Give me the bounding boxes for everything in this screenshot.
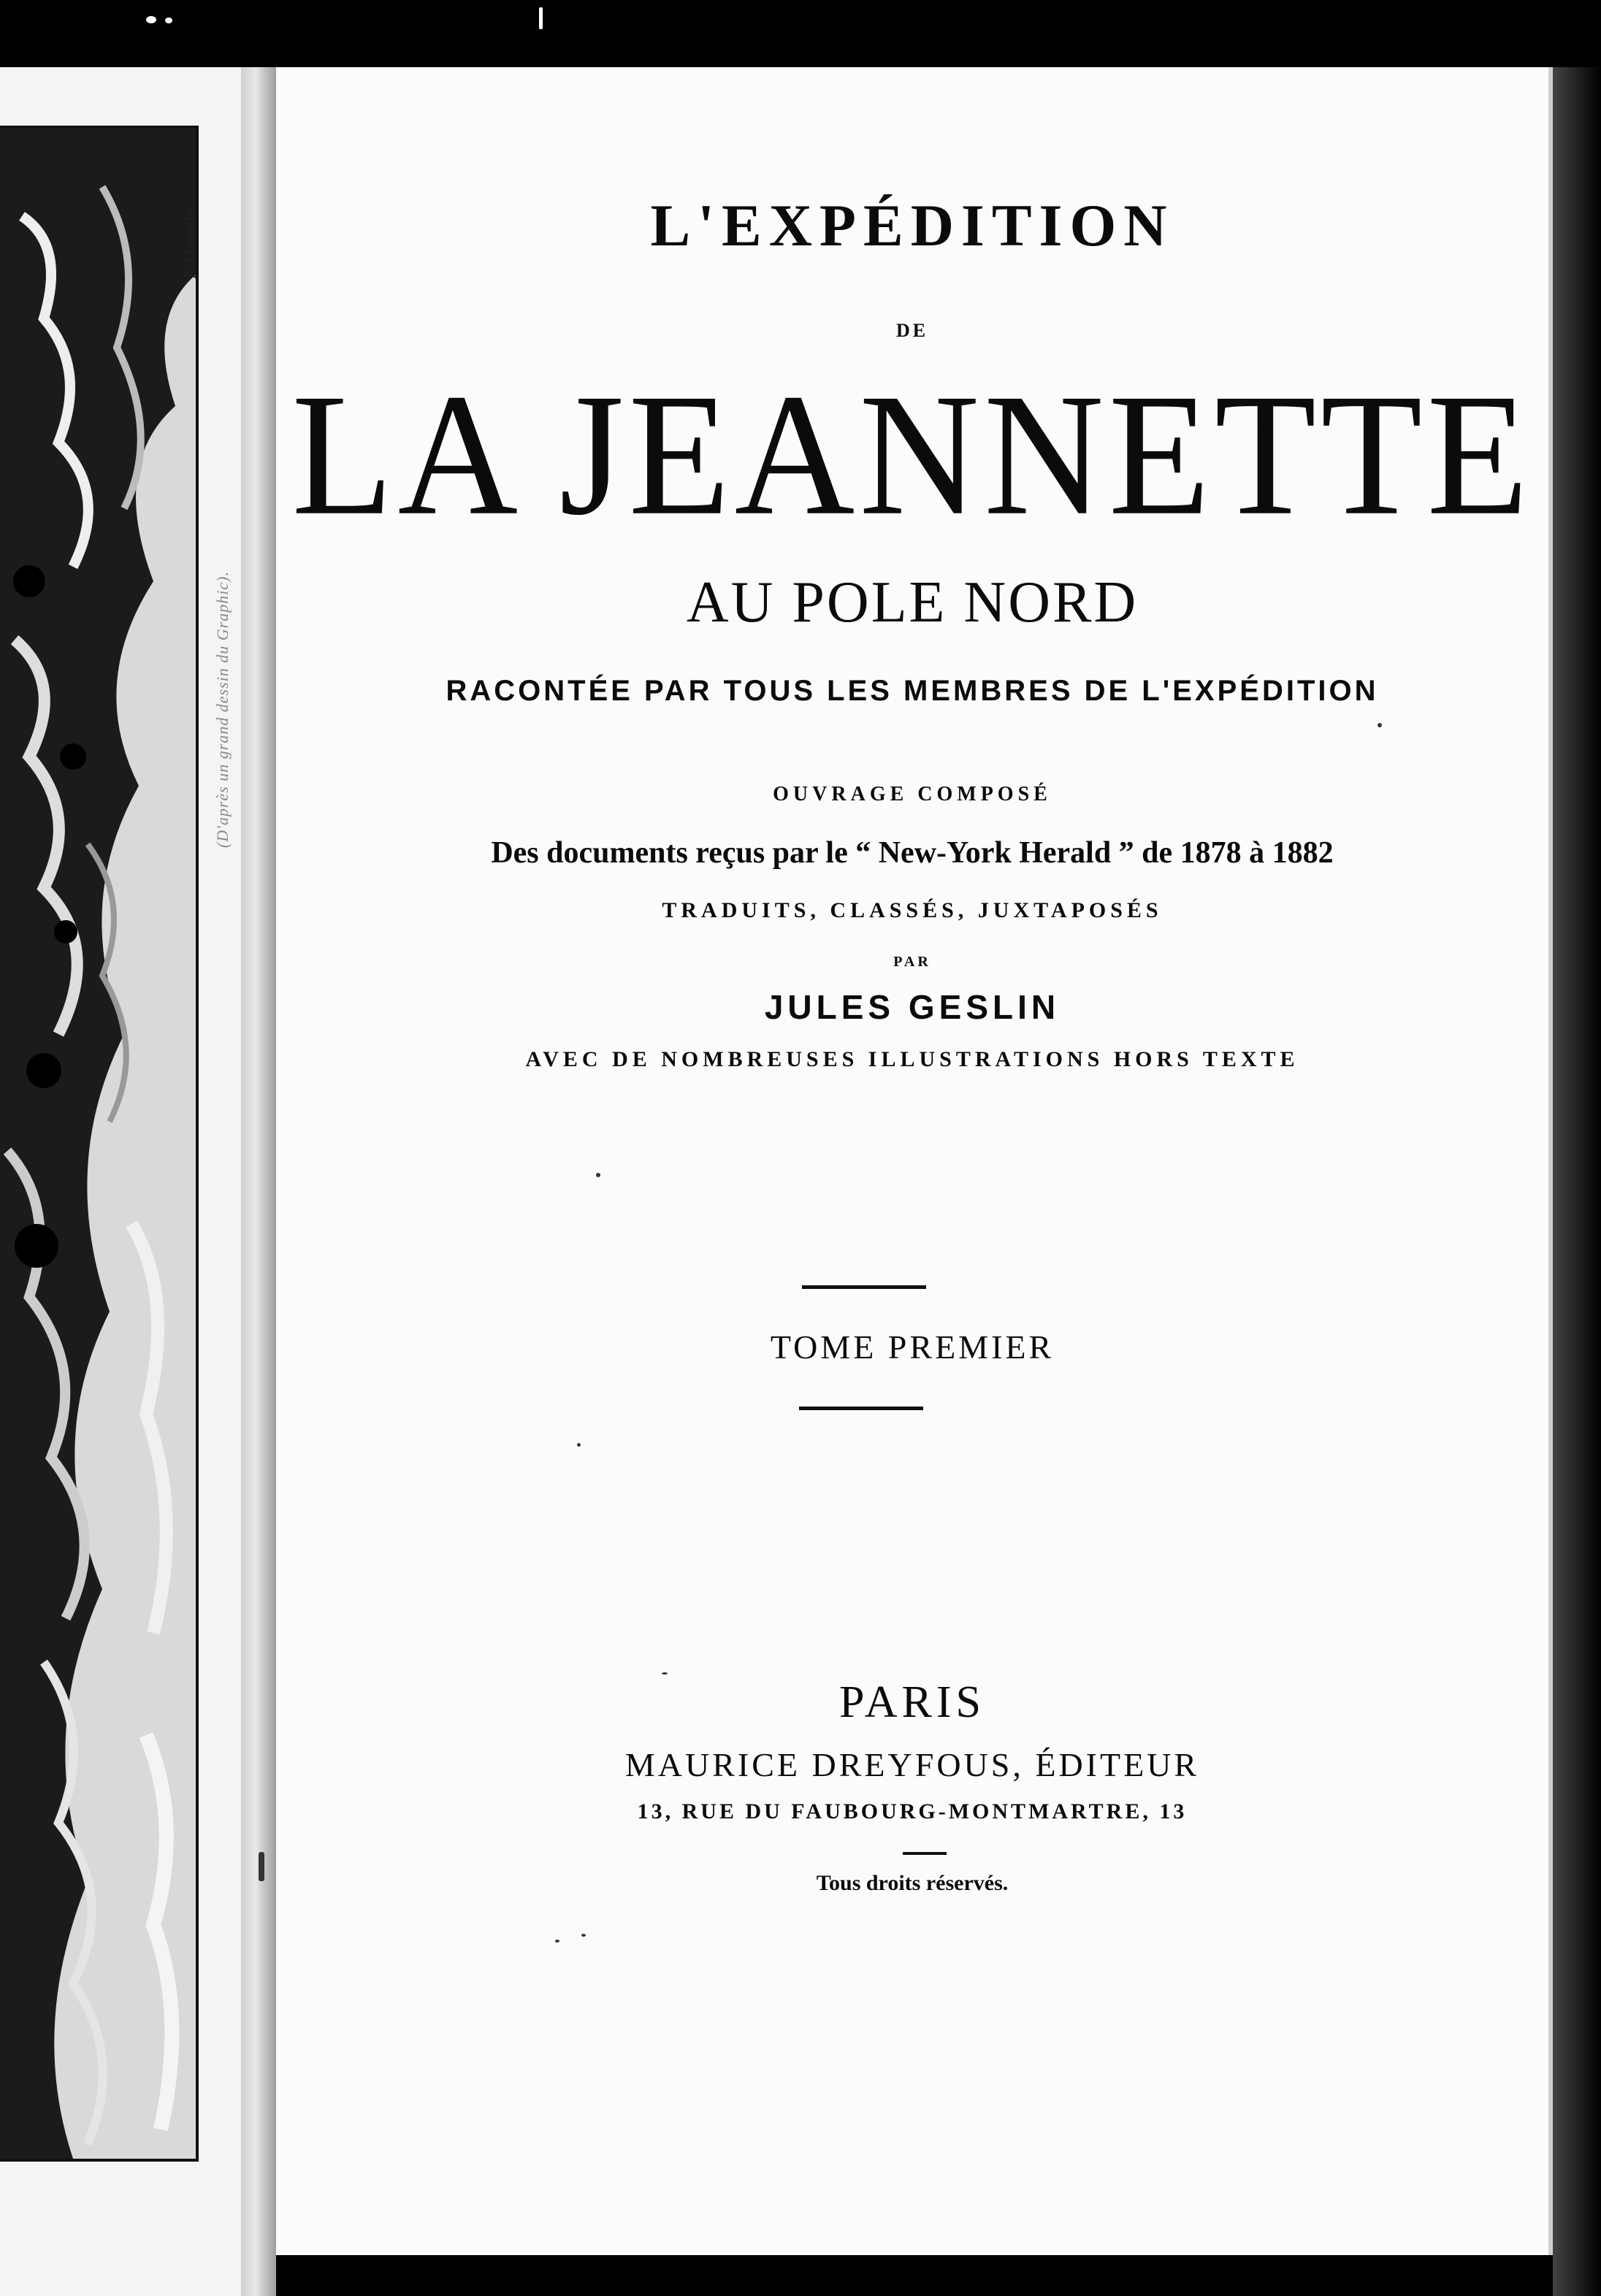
page-bottom-edge — [276, 2255, 1553, 2296]
scan-speck — [165, 18, 172, 23]
volume-label: TOME PREMIER — [770, 1328, 1055, 1366]
illustrations-line: AVEC DE NOMBREUSES ILLUSTRATIONS HORS TEXTE — [525, 1047, 1299, 1071]
scan-speck — [596, 1173, 600, 1177]
frontispiece-plate — [0, 67, 272, 2296]
scan-speck — [539, 7, 543, 29]
scan-speck — [581, 1934, 586, 1937]
by-label: PAR — [893, 954, 931, 970]
frontispiece-engraving — [0, 126, 199, 2162]
scan-border — [0, 0, 1601, 67]
tagline: RACONTÉE PAR TOUS LES MEMBRES DE L'EXPÉDITION — [446, 675, 1379, 707]
scan-speck — [555, 1940, 559, 1943]
rights-notice: Tous droits réservés. — [816, 1871, 1009, 1895]
translated-line: TRADUITS, CLASSÉS, JUXTAPOSÉS — [662, 898, 1163, 922]
subtitle: AU POLE NORD — [686, 570, 1139, 635]
engraver-signature: F. Meaulle — [180, 210, 199, 279]
scan-speck — [259, 1852, 264, 1881]
main-title: LA JEANNETTE — [291, 358, 1533, 552]
author-name: JULES GESLIN — [764, 988, 1061, 1026]
frontispiece-caption: (D'après un grand dessin du Graphic). — [213, 571, 232, 849]
page-edge-shadow — [1553, 67, 1601, 2296]
documents-line: Des documents reçus par le “ New-York Herald ” de 1878 à 1882 — [491, 836, 1334, 870]
scan-speck — [577, 1443, 581, 1447]
decorative-rule — [799, 1407, 923, 1410]
title-connector: DE — [895, 320, 929, 341]
publisher-name: MAURICE DREYFOUS, ÉDITEUR — [624, 1746, 1200, 1783]
publisher-address: 13, RUE DU FAUBOURG-MONTMARTRE, 13 — [637, 1799, 1188, 1824]
decorative-rule — [802, 1285, 926, 1289]
work-composed-label: OUVRAGE COMPOSÉ — [773, 783, 1052, 805]
scan-speck — [146, 16, 156, 23]
engraving-illustration — [0, 129, 196, 2159]
title-line-1: L'EXPÉDITION — [650, 192, 1174, 259]
imprint-city: PARIS — [838, 1677, 986, 1727]
scan-speck — [1378, 723, 1382, 727]
book-gutter — [241, 67, 278, 2296]
decorative-rule — [903, 1852, 947, 1855]
scan-speck — [662, 1672, 668, 1675]
